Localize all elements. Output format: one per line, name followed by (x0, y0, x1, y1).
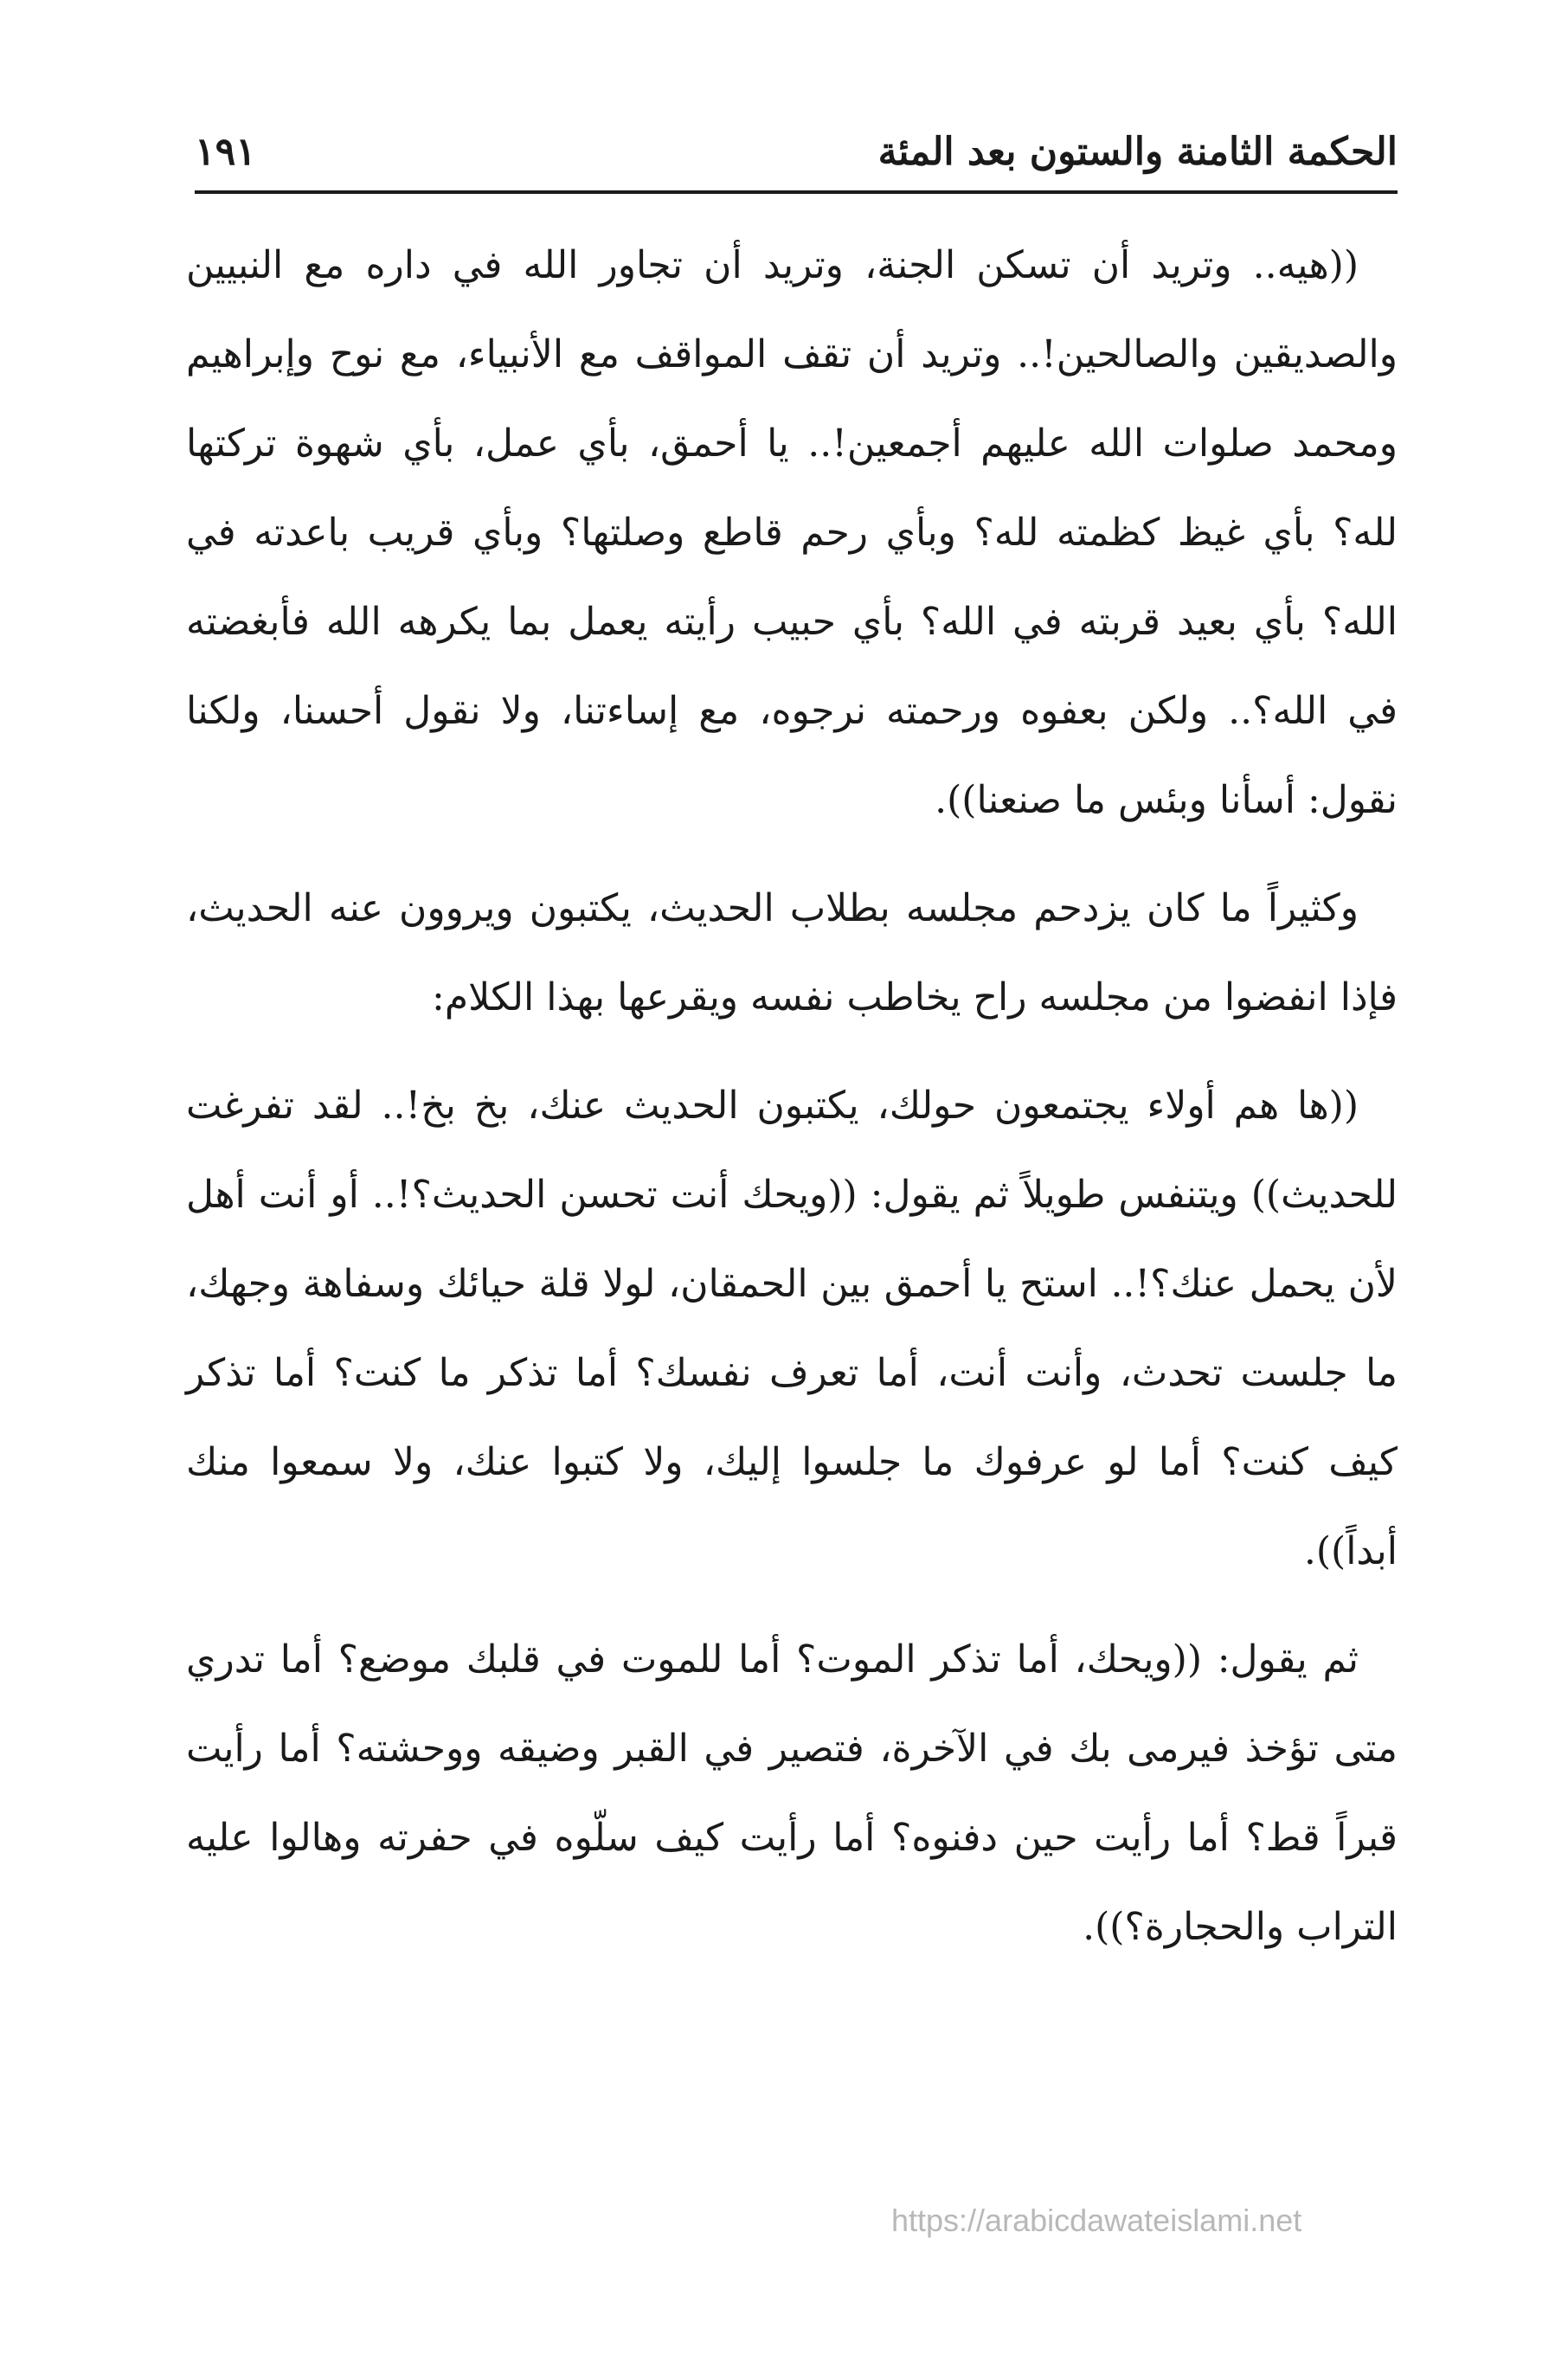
page-number: ١٩١ (195, 130, 256, 174)
paragraph-2: وكثيراً ما كان يزدحم مجلسه بطلاب الحديث، يكتبون ويروون عنه الحديث، فإذا انفضوا من مجلسه راح يخاطب نفسه ويقرعها بهذا الكلام: (186, 886, 1398, 1019)
watermark-url: https://arabicdawateislami.net (891, 2203, 1302, 2238)
paragraph-4: ثم يقول: ((ويحك، أما تذكر الموت؟ أما للموت في قلبك موضع؟ أما تدري متى تؤخذ فيرمى بك في الآخرة، فتصير في القبر وضيقه ووحشته؟ أما رأيت قبراً قط؟ أما رأيت حين دفنوه؟ أما رأيت كيف سلّوه في حفرته وهالوا عليه التراب والحجارة؟)). (186, 1637, 1398, 1949)
paragraph-3: ((ها هم أولاء يجتمعون حولك، يكتبون الحديث عنك، بخ بخ!.. لقد تفرغت للحديث)) ويتنفس طويلاً ثم يقول: ((ويحك أنت تحسن الحديث؟!.. أو أنت أهل لأن يحمل عنك؟!.. استح يا أحمق بين الحمقان، لولا قلة حيائك وسفاهة وجهك، ما جلست تحدث، وأنت أنت، أما تعرف نفسك؟ أما تذكر ما كنت؟ أما تذكر كيف كنت؟ أما لو عرفوك ما جلسوا إليك، ولا كتبوا عنك، ولا سمعوا منك أبداً)). (186, 1084, 1398, 1573)
paragraph-1: ((هيه.. وتريد أن تسكن الجنة، وتريد أن تجاور الله في داره مع النبيين والصديقين والصالحين!.. وتريد أن تقف المواقف مع الأنبياء، مع نوح وإبراهيم ومحمد صلوات الله عليهم أجمعين!.. يا أحمق، بأي عمل، بأي شهوة تركتها لله؟ بأي غيظ كظمته لله؟ وبأي رحم قاطع وصلتها؟ وبأي قريب باعدته في الله؟ بأي بعيد قربته في الله؟ بأي حبيب رأيته يعمل بما يكرهه الله فأبغضته في الله؟.. ولكن بعفوه ورحمته نرجوه، مع إساءتنا، ولا نقول أحسنا، ولكنا نقول: أسأنا وبئس ما صنعنا)). (186, 243, 1398, 822)
body-text (186, 221, 1398, 1991)
header-divider (195, 190, 1398, 194)
page-header (195, 121, 1398, 190)
chapter-title: الحكمة الثامنة والستون بعد المئة (877, 130, 1398, 174)
